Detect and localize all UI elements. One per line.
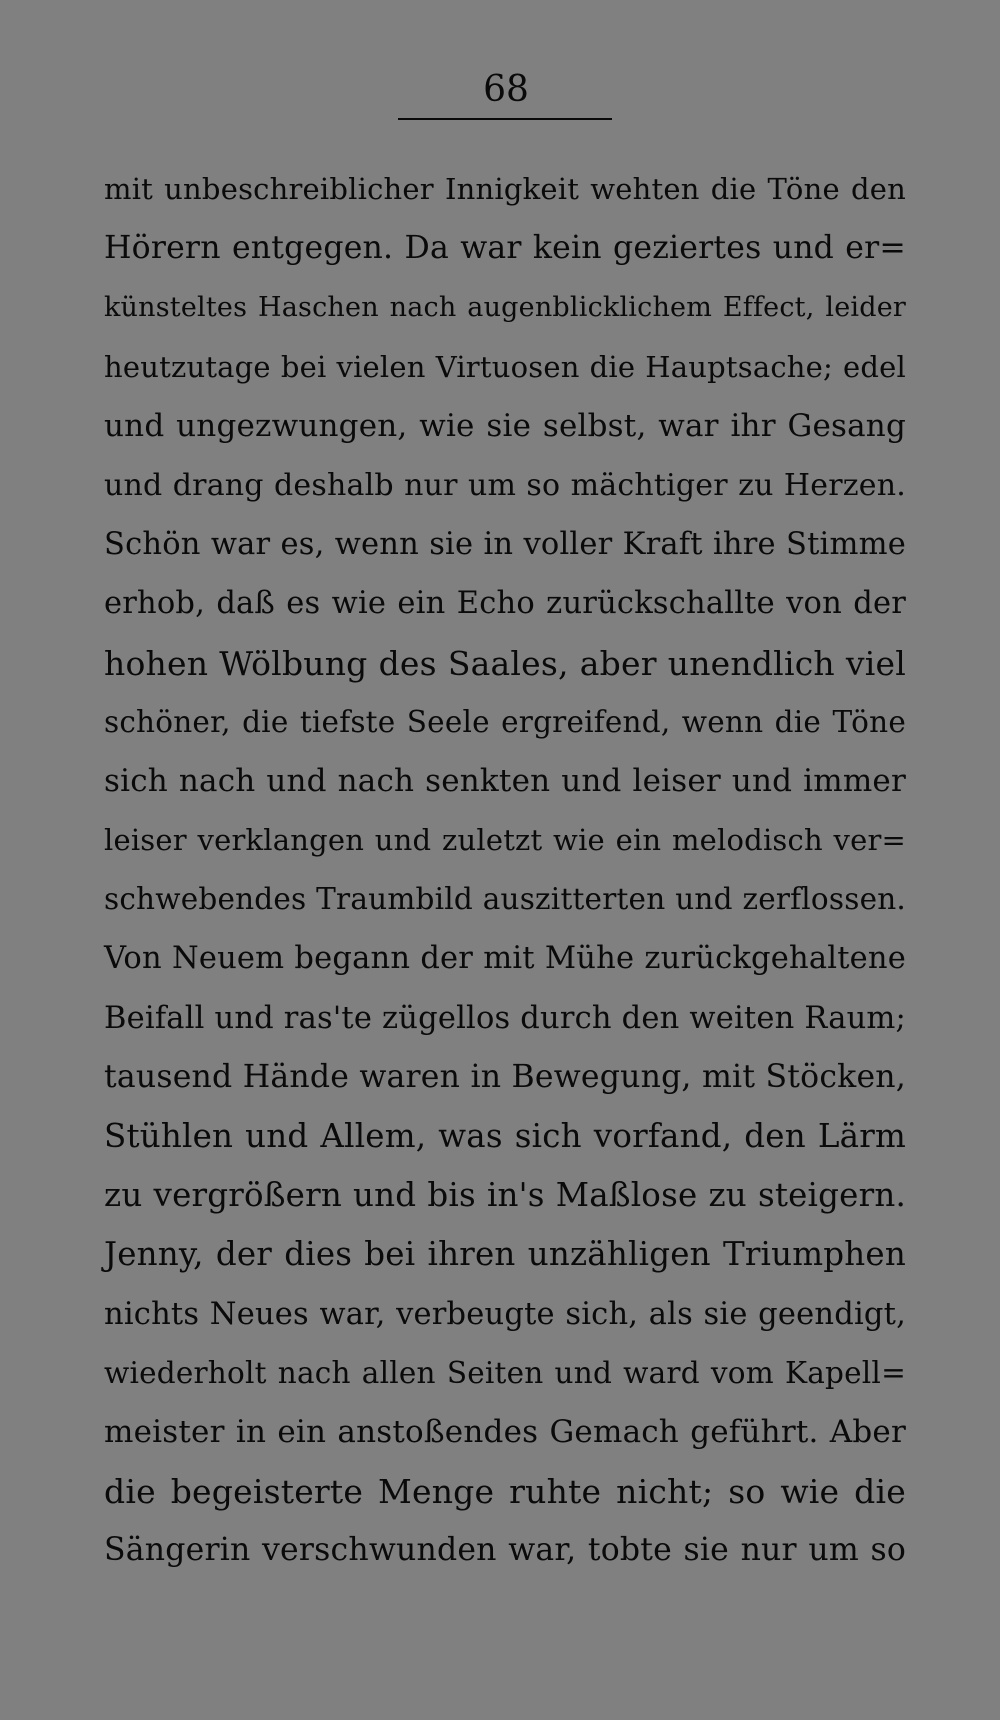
text-line: tausend Hände waren in Bewegung, mit Stöcken, [104,1058,906,1095]
text-line: wiederholt nach allen Seiten und ward vom Kapell= [104,1355,906,1390]
text-line: heutzutage bei vielen Virtuosen die Hauptsache; edel [104,349,906,384]
text-line: und ungezwungen, wie sie selbst, war ihr Gesang [104,407,906,444]
text-line: hohen Wölbung des Saales, aber unendlich viel [104,643,906,683]
text-line: die begeisterte Menge ruhte nicht; so wie die [104,1472,906,1512]
text-line: sich nach und nach senkten und leiser und immer [104,762,906,799]
text-line: leiser verklangen und zuletzt wie ein melodisch ver= [104,823,906,858]
text-line: nichts Neues war, verbeugte sich, als sie geendigt, [104,1296,906,1332]
text-line: erhob, daß es wie ein Echo zurückschallte von der [104,586,906,622]
text-line: schöner, die tiefste Seele ergreifend, wenn die Töne [104,704,906,739]
text-line: künsteltes Haschen nach augenblicklichem Effect, leider [104,292,906,324]
body-text [104,160,906,1581]
page-number: 68 [483,69,529,110]
text-line: Von Neuem begann der mit Mühe zurückgehaltene [104,941,906,977]
text-line: Jenny, der dies bei ihren unzähligen Triumphen [104,1235,906,1274]
text-line: Sängerin verschwunden war, tobte sie nur um so [104,1532,906,1569]
text-line: Beifall und ras'te zügellos durch den weiten Raum; [104,1000,907,1036]
text-line: schwebendes Traumbild auszitterten und zerflossen. [104,882,906,917]
text-line: Hörern entgegen. Da war kein geziertes und er= [104,230,906,267]
text-line: meister in ein anstoßendes Gemach geführt. Aber [104,1413,906,1450]
text-line: mit unbeschreiblicher Innigkeit wehten die Töne den [104,172,906,206]
text-line: zu vergrößern und bis in's Maßlose zu steigern. [104,1176,906,1215]
text-line: Schön war es, wenn sie in voller Kraft ihre Stimme [104,527,906,563]
header-rule [398,118,612,120]
text-line: Stühlen und Allem, was sich vorfand, den Lärm [104,1117,906,1155]
text-line: und drang deshalb nur um so mächtiger zu Herzen. [104,467,906,503]
